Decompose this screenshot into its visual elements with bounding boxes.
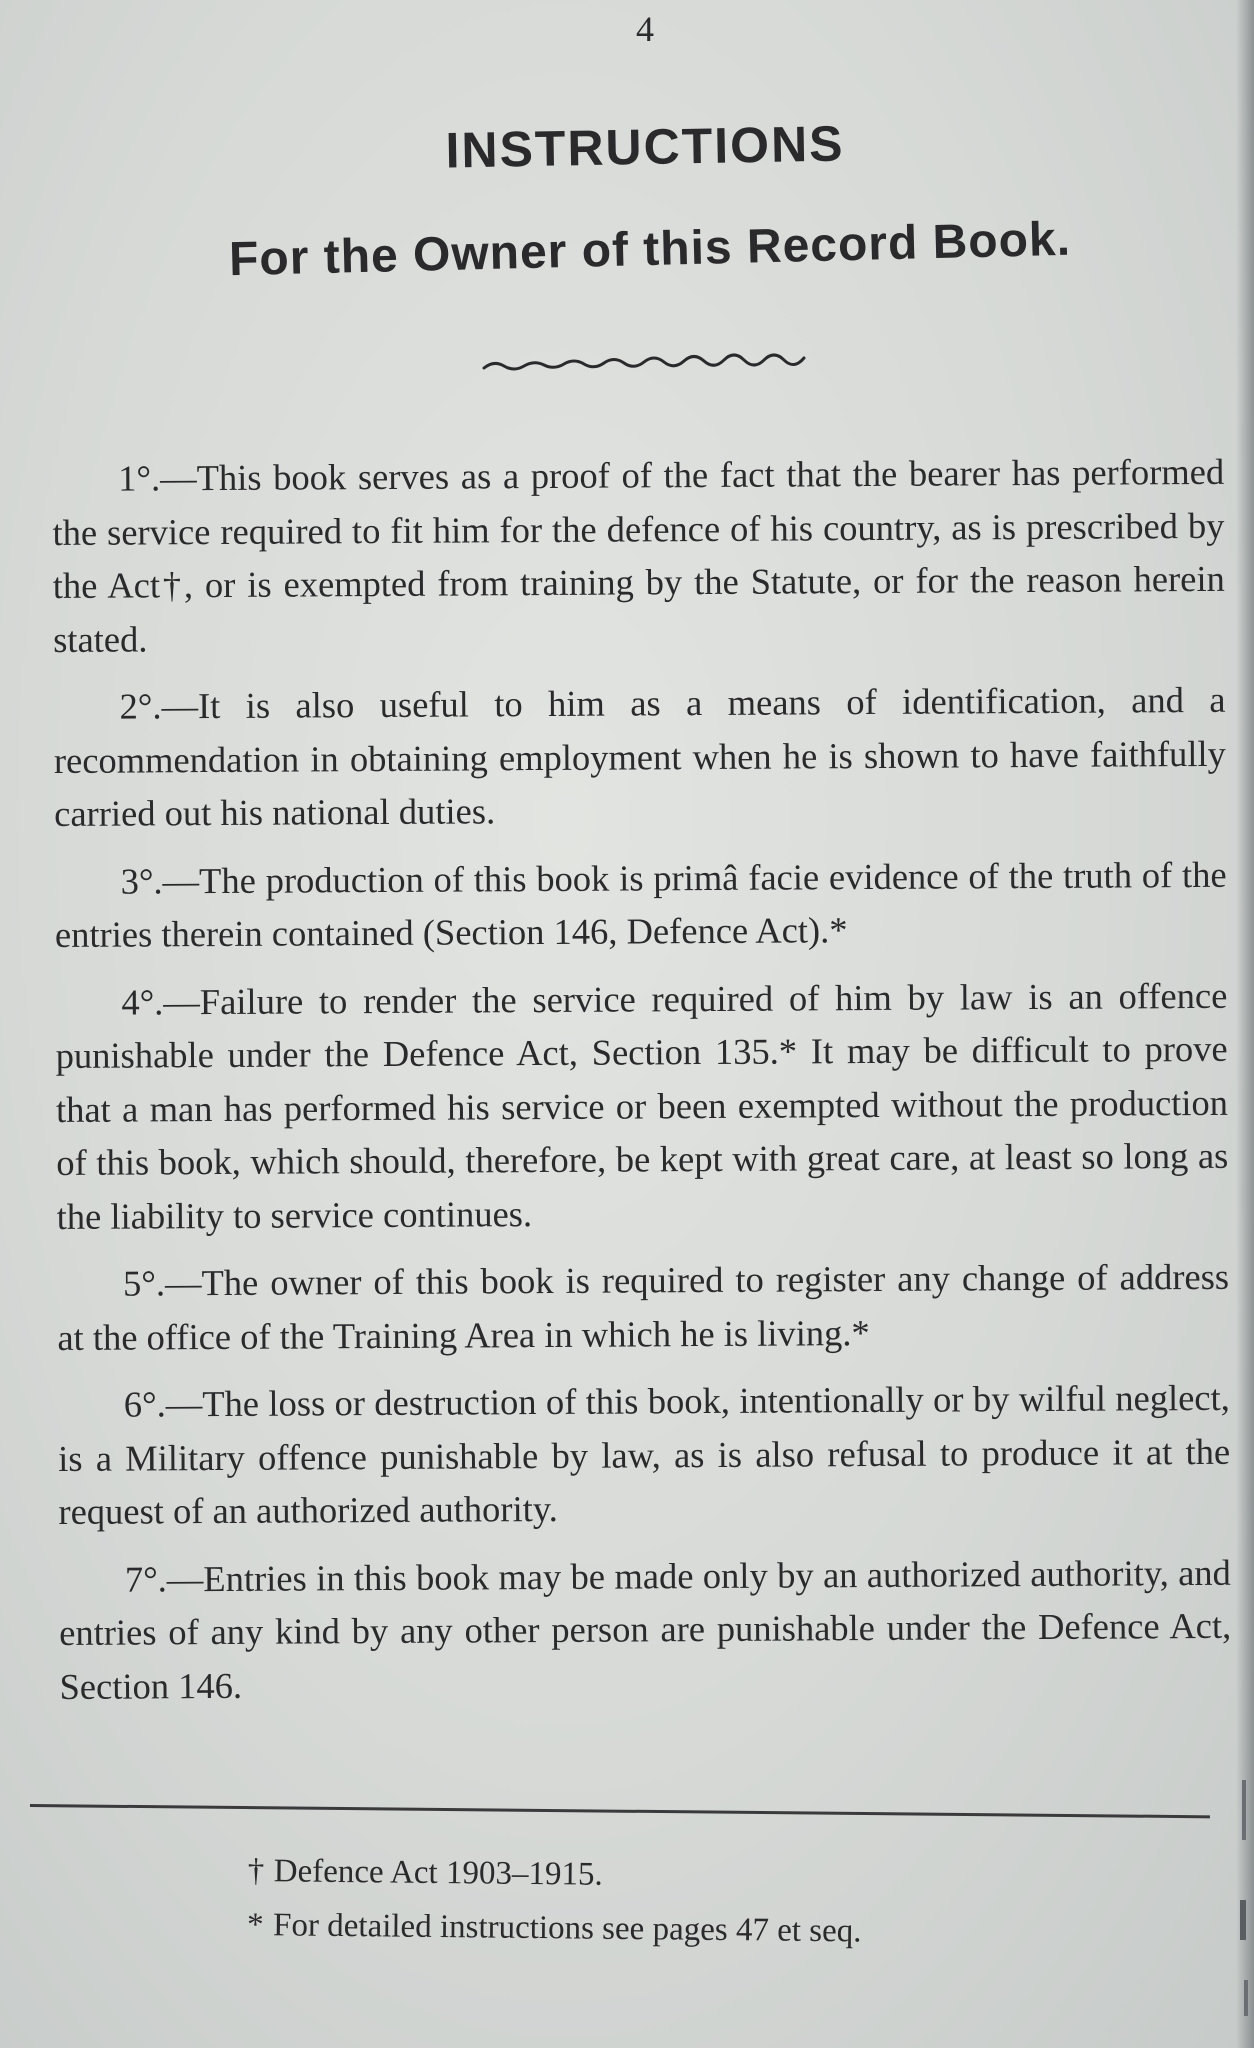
instruction-paragraph-3: 3°.—The production of this book is primâ facie evidence of the truth of the entries therein contained (Section 146, Defence Act).* (54, 853, 1227, 955)
page-edge-shadow (1236, 0, 1254, 2048)
instruction-paragraph-5: 5°.—The owner of this book is required to register any change of address at the office of the Training Area in which he is living.* (57, 1255, 1230, 1358)
footnote-mark: † (247, 1852, 265, 1890)
footnote-asterisk (247, 1898, 862, 1958)
binding-edge-marks (1236, 1780, 1252, 2020)
footnote-mark: * (246, 1906, 264, 1944)
footnote-text: Defence Act 1903–1915. (273, 1853, 603, 1893)
wavy-divider-ornament (482, 352, 808, 378)
instruction-paragraph-4: 4°.—Failure to render the service required of him by law is an offence punishable under the Defence Act, Section 135.* It may be difficult to prove that a man has performed his service or been exempted without the production of this book, which should, therefore, be kept with great care, at least so long as the liability to service continues. (55, 974, 1229, 1237)
page-subtitle: For the Owner of this Record Book. (228, 212, 1072, 287)
instruction-paragraph-1: 1°.—This book serves as a proof of the fact that the bearer has performed the service required to fit him for the defence of his country, as is prescribed by the Act†, or is exempted from training by the Statute, or for the reason herein stated. (52, 450, 1225, 660)
footnote-separator-rule (30, 1804, 1210, 1818)
instruction-paragraph-6: 6°.—The loss or destruction of this book, intentionally or by wilful neglect, is a Military offence punishable by law, as is also refusal to produce it at the request of an authorized authority. (58, 1376, 1231, 1532)
instruction-paragraph-7: 7°.—Entries in this book may be made only by an authorized authority, and entries of any kind by any other person are punishable under the Defence Act, Section 146. (59, 1551, 1232, 1707)
footnote-text: For detailed instructions see pages 47 et seq. (272, 1907, 862, 1950)
instruction-paragraph-2: 2°.—It is also useful to him as a means of identification, and a recommendation in obtaining employment when he is shown to have faithfully carried out his national duties. (53, 678, 1226, 834)
page-title: INSTRUCTIONS (445, 115, 845, 179)
instructions-body (52, 445, 1232, 1727)
footnotes (247, 1844, 862, 1958)
page-number: 4 (636, 9, 654, 49)
footnote-dagger (247, 1844, 862, 1904)
